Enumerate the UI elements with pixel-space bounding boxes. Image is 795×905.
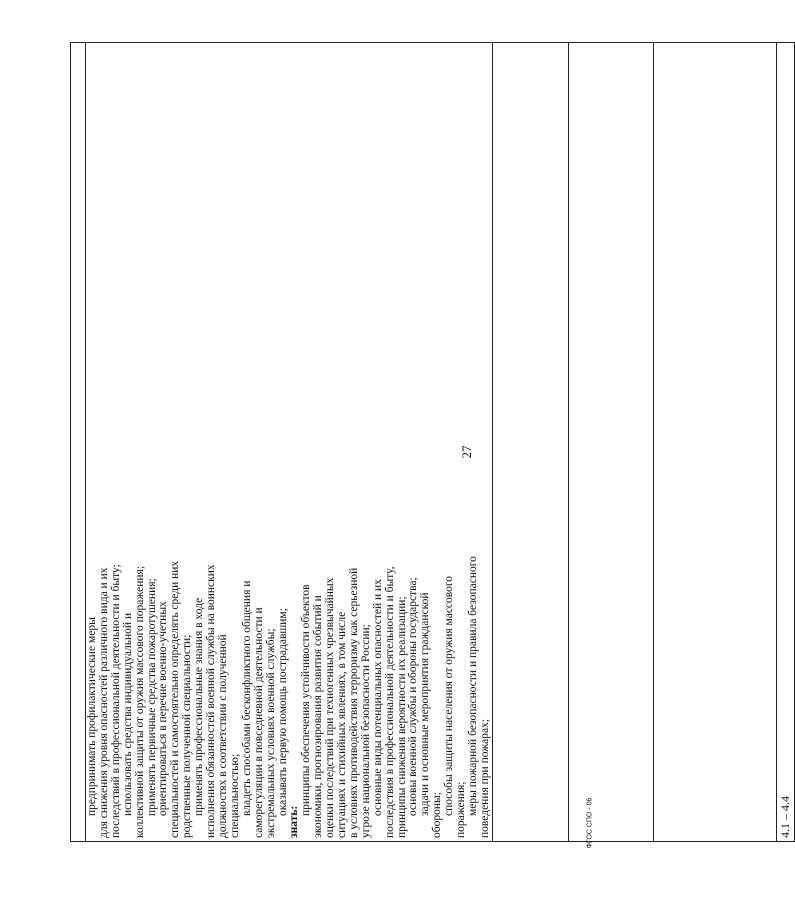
text-line: должностях в соответствии с полученной <box>216 634 229 838</box>
text-line: способы защиты населения от оружия массового <box>443 575 456 816</box>
document-footer-code: ФГОС СПО - 06 <box>586 797 594 849</box>
text-line: специальностей и самостоятельно определять среди них <box>169 560 182 838</box>
table-cell-hours-max <box>492 43 568 842</box>
text-line: оказывать первую помощь пострадавшим; <box>276 608 289 816</box>
competency-range: 4.1 – 4.4 <box>777 796 792 838</box>
text-line: экстремальных условиях военной службы; <box>264 628 277 838</box>
text-line: поведения при пожарах; <box>478 718 491 838</box>
text-line: применять первичные средства пожаротушения; <box>145 578 158 816</box>
text-line: оценки последствий при техногенных чрезвычайных <box>324 577 337 838</box>
text-line: задачи и основные мероприятия гражданской <box>419 592 432 816</box>
text-line: применять профессиональные знания в ходе <box>193 597 206 816</box>
text-line: последствия в профессиональной деятельности и быту, <box>383 566 396 838</box>
table-cell-hours-class <box>568 43 653 842</box>
text-line: экономики, прогнозирования развития событий и <box>312 595 325 838</box>
text-line: для снижения уровня опасностей различного вида и их <box>97 567 110 838</box>
text-line: коллективной защиты от оружия массового поражения; <box>133 565 146 838</box>
table-cell-competency-codes <box>776 43 794 842</box>
text-line: саморегуляции в повседневной деятельности и <box>252 607 265 838</box>
text-line: исполнения обязанностей военной службы на воинских <box>205 564 218 838</box>
text-line: родственные полученной специальности; <box>181 634 194 838</box>
text-line: предпринимать профилактические меры <box>86 617 98 816</box>
table-cell-content <box>86 43 493 842</box>
text-line: угрозе национальной безопасности России; <box>359 624 372 838</box>
text-line: владеть способами бесконфликтного общения и <box>240 580 253 816</box>
section-heading: знать: <box>288 805 301 838</box>
text-line: принципы обеспечения устойчивости объектов <box>300 584 313 816</box>
text-line: ориентироваться в перечне военно-учетных <box>157 601 170 816</box>
text-line: в условиях противодействия терроризму как серьезной <box>347 567 360 838</box>
competency-text <box>86 43 492 841</box>
text-line: поражения; <box>455 781 468 838</box>
text-line: использовать средства индивидуальной и <box>121 612 134 816</box>
text-line: ситуациях и стихийных явлениях, в том числе <box>336 611 349 838</box>
text-line: последствий в профессиональной деятельности и быту; <box>109 564 122 838</box>
page-number: 27 <box>459 445 474 459</box>
text-line: основные виды потенциальных опасностей и их <box>371 579 384 816</box>
text-line: принципы снижения вероятности их реализации; <box>395 596 408 838</box>
text-line: специальностью; <box>228 753 241 838</box>
text-line: меры пожарной безопасности и правила безопасного <box>467 556 479 816</box>
table-cell-index <box>71 43 86 842</box>
text-line: основы военной службы и обороны государства; <box>407 577 420 816</box>
table-cell-discipline <box>653 43 776 842</box>
text-line: обороны; <box>431 792 444 838</box>
